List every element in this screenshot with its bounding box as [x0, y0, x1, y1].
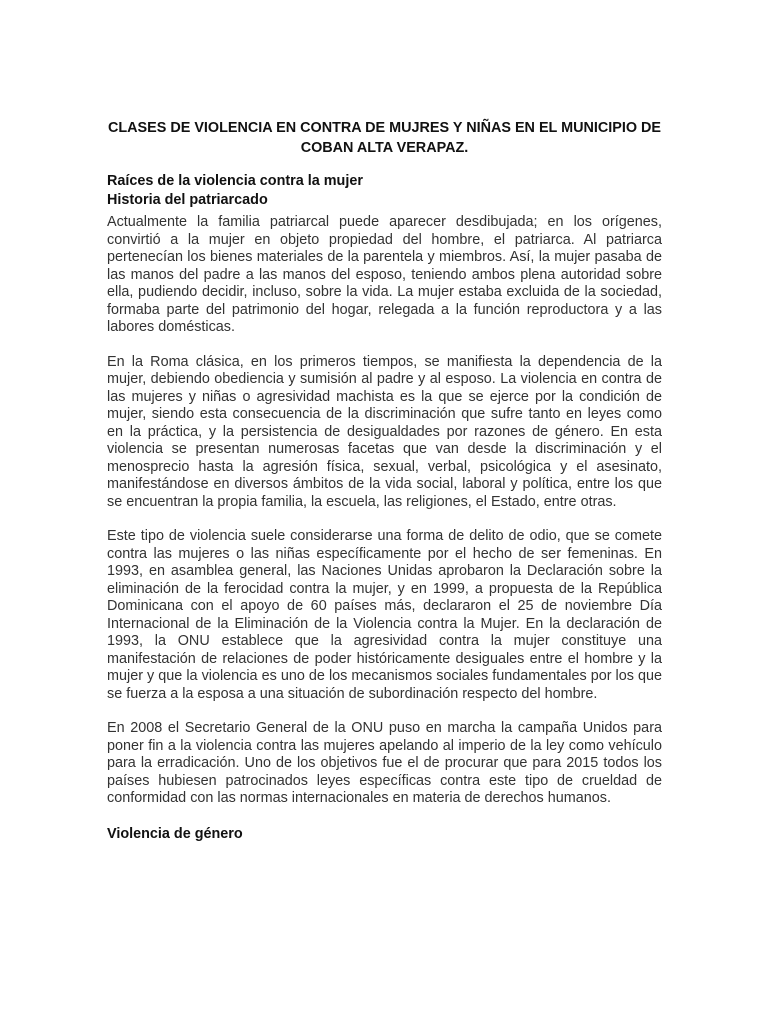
paragraph-4: En 2008 el Secretario General de la ONU puso en marcha la campaña Unidos para poner fin a la violencia contra las mujeres apelando al imperio de la ley como vehículo para la erradicación. Uno de los objetivos fue el de procurar que para 2015 todos los países hubiesen patrocinados leyes específicas contra este tipo de crueldad de conformidad con las normas internacionales en materia de derechos humanos.: [107, 720, 662, 806]
section-heading-patriarchy-history: Historia del patriarcado: [107, 192, 268, 208]
section-heading-roots: Raíces de la violencia contra la mujer: [107, 173, 363, 189]
paragraph-3: Este tipo de violencia suele considerarse una forma de delito de odio, que se comete contra las mujeres o las niñas específicamente por el hecho de ser femeninas. En 1993, en asamblea general, las Naciones Unidas aprobaron la Declaración sobre la eliminación de la ferocidad contra la mujer, y en 1999, a propuesta de la República Dominicana con el apoyo de 60 países más, declararon el 25 de noviembre Día Internacional de la Eliminación de la Violencia contra la Mujer. En la declaración de 1993, la ONU establece que la agresividad contra la mujer constituye una manifestación de relaciones de poder históricamente desiguales entre el hombre y la mujer y que la violencia es uno de los mecanismos sociales fundamentales por los que se fuerza a la esposa a una situación de subordinación respecto del hombre.: [107, 528, 662, 702]
paragraph-2: En la Roma clásica, en los primeros tiempos, se manifiesta la dependencia de la mujer, debiendo obediencia y sumisión al padre y al esposo. La violencia en contra de las mujeres y niñas o agresividad machista es la que se ejerce por la condición de mujer, siendo esta consecuencia de la discriminación que sufre tanto en leyes como en la práctica, y la persistencia de desigualdades por razones de género. En esta violencia se presentan numerosas facetas que van desde la discriminación y el menosprecio hasta la agresión física, sexual, verbal, psicológica y el asesinato, manifestándose en diversos ámbitos de la vida social, laboral y política, entre los que se encuentran la propia familia, la escuela, las religiones, el Estado, entre otras.: [107, 353, 662, 510]
paragraph-1: Actualmente la familia patriarcal puede aparecer desdibujada; en los orígenes, convirtió a la mujer en objeto propiedad del hombre, el patriarca. Al patriarca pertenecían los bienes materiales de la parentela y miembros. Así, la mujer pasaba de las manos del padre a las manos del esposo, teniendo ambos plena autoridad sobre ella, pudiendo decidir, incluso, sobre la vida. La mujer estaba excluida de la sociedad, formaba parte del patrimonio del hogar, relegada a la función reproductora y a las labores domésticas.: [107, 214, 662, 335]
document-title: CLASES DE VIOLENCIA EN CONTRA DE MUJRES Y NIÑAS EN EL MUNICIPIO DE COBAN ALTA VERAPAZ.: [107, 120, 662, 156]
section-heading-gender-violence: Violencia de género: [107, 825, 243, 842]
document-page: [107, 118, 662, 844]
